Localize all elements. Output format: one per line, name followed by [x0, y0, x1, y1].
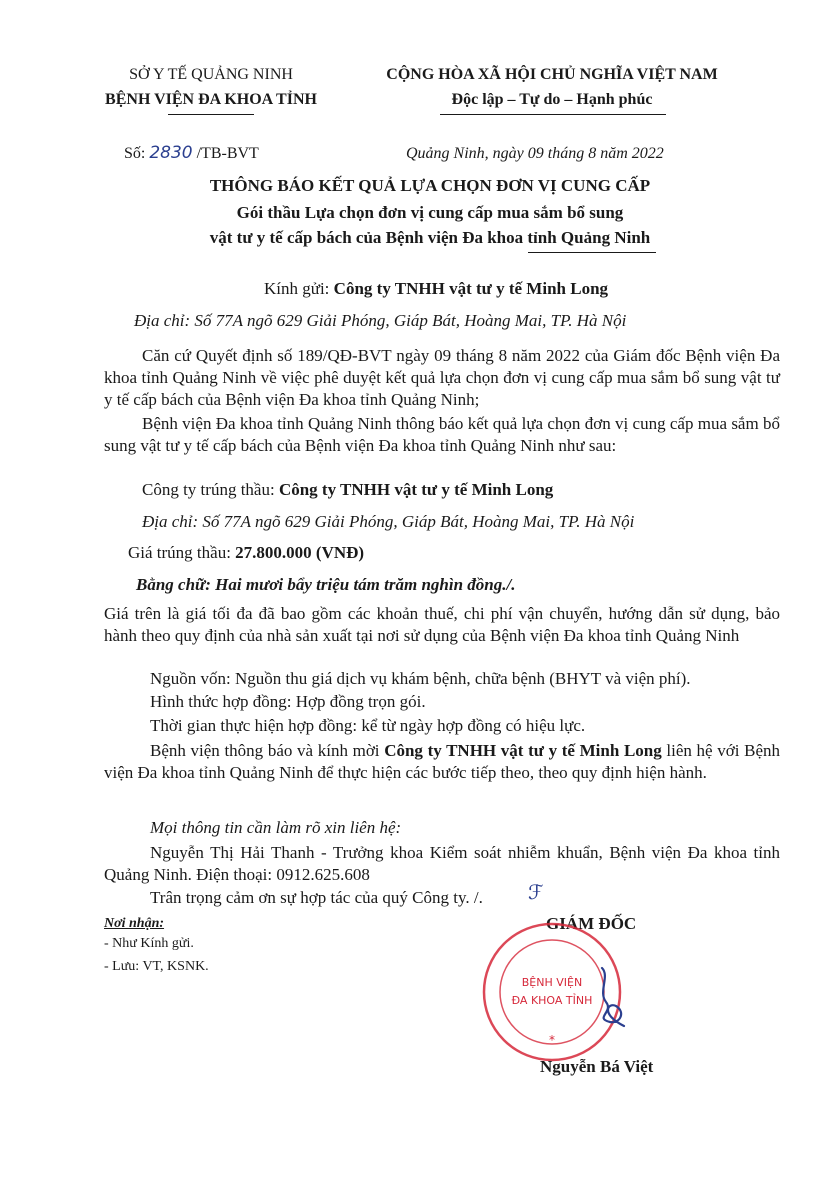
stamp-text-line2: ĐA KHOA TỈNH [511, 994, 593, 1007]
winner-label: Công ty trúng thầu: [142, 480, 275, 499]
initials-mark-icon: ℱ [528, 880, 544, 904]
price-note: Giá trên là giá tối đa đã bao gồm các khoản thuế, chi phí vận chuyển, hướng dẫn sử dụng, bảo hành theo quy định của nhà sản xuất tại nơi sử dụng của Bệnh viện Đa khoa tỉnh Quảng Ninh [104, 604, 780, 645]
stamp-text-line1: BỆNH VIỆN [521, 976, 583, 989]
document-subtitle-line2: vật tư y tế cấp bách của Bệnh viện Đa khoa tỉnh Quảng Ninh [209, 228, 651, 247]
country-name: CỘNG HÒA XÃ HỘI CHỦ NGHĨA VIỆT NAM [386, 66, 718, 83]
recipients-item-1: - Như Kính gửi. [104, 936, 194, 951]
document-subtitle-line1: Gói thầu Lựa chọn đơn vị cung cấp mua sắm bổ sung [236, 203, 624, 222]
signature-role: GIÁM ĐỐC [546, 914, 637, 933]
winner-address: Địa chỉ: Số 77A ngõ 629 Giải Phóng, Giáp Bát, Hoàng Mai, TP. Hà Nội [142, 512, 635, 531]
funding-source: Nguồn vốn: Nguồn thu giá dịch vụ khám bệnh, chữa bệnh (BHYT và viện phí). [150, 669, 691, 688]
handwritten-signature-icon [580, 962, 640, 1032]
doc-number-handwritten: 2830 [149, 143, 193, 163]
department-name: SỞ Y TẾ QUẢNG NINH [129, 66, 293, 83]
thanks-line: Trân trọng cảm ơn sự hợp tác của quý Công ty. /. [150, 888, 483, 907]
price-label: Giá trúng thầu: [128, 543, 231, 562]
document-title: THÔNG BÁO KẾT QUẢ LỰA CHỌN ĐƠN VỊ CUNG CẤP [209, 176, 651, 195]
invitation-pre: Bệnh viện thông báo và kính mời [150, 741, 380, 760]
recipient-name: Công ty TNHH vật tư y tế Minh Long [333, 279, 609, 298]
announce-paragraph: Bệnh viện Đa khoa tỉnh Quảng Ninh thông báo kết quả lựa chọn đơn vị cung cấp mua sắm bổ sung vật tư y tế cấp bách của Bệnh viện Đa khoa tỉnh Quảng Ninh như sau: [104, 414, 780, 455]
recipient-label: Kính gửi: [264, 279, 330, 298]
place-date: Quảng Ninh, ngày 09 tháng 8 năm 2022 [406, 145, 664, 162]
contract-time: Thời gian thực hiện hợp đồng: kể từ ngày hợp đồng có hiệu lực. [150, 716, 586, 735]
doc-number-suffix: /TB-BVT [196, 145, 259, 162]
recipients-item-2: - Lưu: VT, KSNK. [104, 959, 209, 974]
invitation-post: liên hệ với Bệnh viện Đa khoa tỉnh Quảng Ninh để thực hiện các bước tiếp theo, theo quy định hiện hành. [104, 741, 780, 782]
recipient-line [264, 279, 608, 299]
invitation-paragraph [104, 740, 780, 784]
hospital-name: BỆNH VIỆN ĐA KHOA TỈNH [105, 91, 317, 108]
svg-text:*: * [549, 1033, 555, 1047]
contact-intro: Mọi thông tin cần làm rõ xin liên hệ: [150, 818, 402, 837]
contract-form: Hình thức hợp đồng: Hợp đồng trọn gói. [150, 692, 426, 711]
basis-paragraph: Căn cứ Quyết định số 189/QĐ-BVT ngày 09 tháng 8 năm 2022 của Giám đốc Bệnh viện Đa khoa tỉnh Quảng Ninh về việc phê duyệt kết quả lựa chọn đơn vị cung cấp mua sắm bổ sung vật tư y tế cấp bách của Bệnh viện Đa khoa tỉnh Quảng Ninh; [104, 346, 780, 409]
winner-line [142, 480, 553, 500]
motto: Độc lập – Tự do – Hạnh phúc [451, 91, 653, 108]
invitation-company: Công ty TNHH vật tư y tế Minh Long [384, 741, 662, 760]
doc-number [124, 143, 259, 163]
price-in-words: Bằng chữ: Hai mươi bẩy triệu tám trăm nghìn đồng./. [136, 575, 516, 594]
price-value: 27.800.000 (VNĐ) [235, 543, 365, 562]
contact-person: Nguyễn Thị Hải Thanh - Trưởng khoa Kiểm soát nhiễm khuẩn, Bệnh viện Đa khoa tỉnh Quảng Ninh. Điện thoại: 0912.625.608 [104, 843, 780, 884]
signer-name: Nguyễn Bá Việt [540, 1057, 654, 1076]
header-left-rule [168, 114, 254, 115]
winner-name: Công ty TNHH vật tư y tế Minh Long [278, 480, 554, 499]
recipients-title: Nơi nhận: [104, 916, 165, 931]
price-line [128, 543, 364, 563]
doc-number-prefix: Số: [124, 145, 146, 162]
header-right-rule [440, 114, 666, 115]
recipient-address: Địa chỉ: Số 77A ngõ 629 Giải Phóng, Giáp Bát, Hoàng Mai, TP. Hà Nội [134, 311, 627, 330]
title-rule [528, 252, 656, 253]
